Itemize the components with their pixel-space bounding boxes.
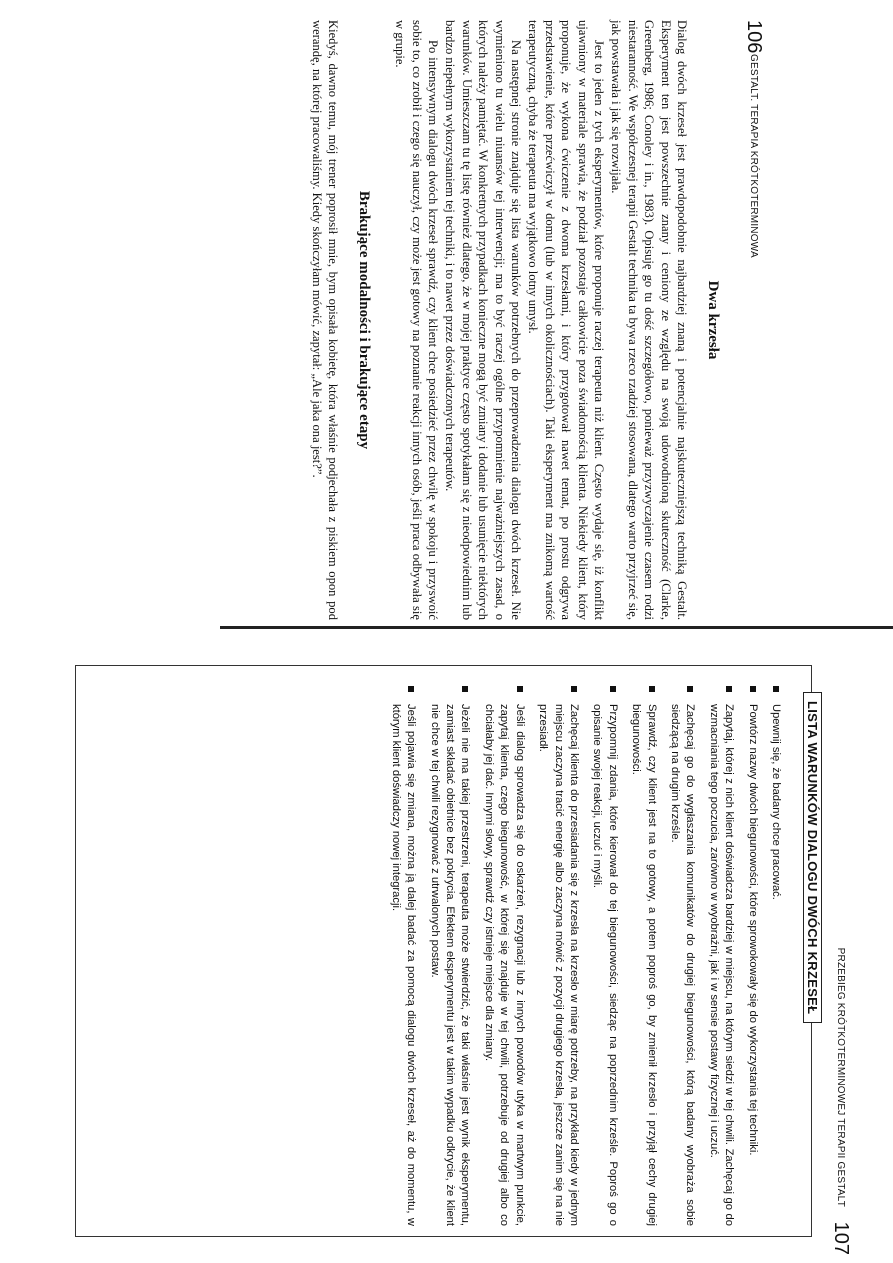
checklist-item bbox=[667, 686, 698, 1226]
paragraph: Na następnej stronie znajduje się lista warunków potrzebnych do przeprowadzenia dialogu dwóch krzeseł. Nie wymieniono tu wielu niuansów tej interwencji; ma to być raczej ogólne przypomnienie najważniejszych zasad, o których należy pamiętać. W konkretnych przypadkach konieczne mogą być zmiany i dodanie lub usunięcie niektórych warunków. Umieszczam tu tę listę również dlatego, że w mojej praktyce często spotykałam się z nieodpowiednim lub bardzo niepełnym wykorzystaniem tej techniki, i to nawet przez doświadczonych terapeutów. bbox=[443, 20, 524, 620]
right-page bbox=[52, 655, 852, 1255]
checklist-item bbox=[589, 686, 620, 1226]
checklist-box bbox=[75, 665, 820, 1237]
square-bullet-icon bbox=[463, 686, 469, 692]
page-gutter-line bbox=[220, 626, 893, 629]
square-bullet-icon bbox=[649, 686, 655, 692]
right-page-number: 107 bbox=[830, 1221, 852, 1255]
checklist-item bbox=[387, 686, 418, 1226]
checklist-item bbox=[705, 686, 736, 1226]
square-bullet-icon bbox=[571, 686, 577, 692]
checklist-title: LISTA WARUNKÓW DIALOGU DWÓCH KRZESEŁ bbox=[803, 692, 822, 1023]
right-running-head bbox=[824, 655, 852, 1255]
paragraph: Po intensywnym dialogu dwóch krzeseł sprawdź, czy klient chce posiedzieć przez chwilę w spokoju i przyswoić sobie to, co zrobił i czego się nauczył, czy może jest gotowy na poznanie reakcji innych osób, jeśli praca odbywała się w grupie. bbox=[393, 20, 441, 620]
checklist-item-text: Zachęcaj go do wygłaszania komunikatów do drugiej biegunowości, którą badany wyobraża sobie siedzącą na drugim krześle. bbox=[668, 704, 697, 1226]
square-bullet-icon bbox=[610, 686, 616, 692]
checklist-item bbox=[481, 686, 527, 1226]
left-page bbox=[35, 20, 765, 620]
section-title-missing-modalities: Brakujące modalności i brakujące etapy bbox=[355, 190, 372, 450]
square-bullet-icon bbox=[408, 686, 414, 692]
checklist-item-text: Jeżeli nie ma takiej przestrzeni, terapeuta może stwierdzić, że taki właśnie jest wynik eksperymentu, zamiast składać obietnice bez pokrycia. Efektem eksperymentu jest w takim wypadku odkrycie, że klient nie chce w tej chwili rezygnować z utrwalonych postaw. bbox=[428, 704, 472, 1226]
checklist-item-text: Zapytaj, której z nich klient doświadcza bardziej w miejscu, na którym siedzi w tej chwili. Zachęcaj go do wzmacniania tego poczucia, zarówno w wyobraźni, jak i w sensie postawy fizycznej i uczuć. bbox=[707, 704, 736, 1226]
paragraph: Kiedyś, dawno temu, mój trener poprosił mnie, bym opisała kobietę, która właśnie podjechała z piskiem opon pod werandę, na której pracowaliśmy. Kiedy skończyłam mówić, zapytał: „Ale jaka ona jest?”. bbox=[309, 20, 341, 620]
left-running-title: GESTALT. TERAPIA KRÓTKOTERMINOWA bbox=[748, 54, 759, 258]
checklist-item-text: Zachęcaj klienta do przesiadania się z krzesła na krzesło w miarę potrzeby, na przykład kiedy w jednym miejscu zaczyna tracić energię albo zaczyna mówić z pozycji drugiego krzesła, jeszcze zanim się na nie przesiadł. bbox=[537, 704, 580, 1226]
right-running-title: PRZEBIEG KRÓTKOTERMINOWEJ TERAPII GESTALT bbox=[835, 947, 846, 1207]
left-running-head bbox=[737, 20, 765, 620]
checklist-item bbox=[628, 686, 659, 1226]
square-bullet-icon bbox=[687, 686, 693, 692]
square-bullet-icon bbox=[517, 686, 523, 692]
checklist-item bbox=[426, 686, 472, 1226]
checklist-item-text: Upewnij się, że badany chce pracować. bbox=[770, 704, 782, 900]
left-page-number: 106 bbox=[743, 20, 765, 54]
checklist-item-text: Sprawdź, czy klient jest na to gotowy, a potem poproś go, by zmienił krzesło i przyjął cechy drugiej biegunowości. bbox=[630, 704, 658, 1226]
paragraph: Dialog dwóch krzeseł jest prawdopodobnie najbardziej znaną i potencjalnie najskuteczniejszą techniką Gestalt. Eksperyment ten jest powszechnie znany i ceniony ze względu na swoją udowodnioną skuteczność (Clarke, Greenberg, 1986; Conoley i in., 1983). Opisuję go tu dość szczegółowo, ponieważ przyzwyczajenie czasem rodzi niestaranność. We współczesnej terapii Gestalt technika ta bywa rzeco rzadziej stosowana, dlatego warto przyjrzeć się, jak powstawała i jak się rozwijała. bbox=[609, 20, 690, 620]
left-page-body bbox=[308, 20, 725, 620]
square-bullet-icon bbox=[750, 686, 756, 692]
checklist-item bbox=[535, 686, 581, 1226]
checklist-item-text: Jeśli pojawia się zmiana, można ją dalej badać za pomocą dialogu dwóch krzeseł, aż do momentu, w którym klient doświadczy nowej integracji. bbox=[389, 704, 418, 1226]
paragraph: Jest to jeden z tych eksperymentów, które proponuje raczej terapeuta niż klient. Często wydaje się, iż konflikt ujawniony w materiale sprawia, że podział pozostaje całkowicie poza świadomością klienta. Niekiedy klient, który proponuje, że wykona ćwiczenie z dwoma krzesłami, i który przygotował nawet temat, po prostu odgrywa przedstawienie, które przećwiczył w domu (lub w innych okolicznościach). Taki eksperyment ma znikomą wartość terapeutyczną, chyba że terapeuta ma wyjątkowo lotny umysł. bbox=[526, 20, 607, 620]
checklist bbox=[379, 686, 783, 1226]
section-title-two-chairs: Dwa krzesła bbox=[705, 280, 721, 360]
checklist-item-text: Jeśli dialog sprowadza się do oskarżeń, rezygnacji lub z innych powodów utyka w martwym punkcie, zapytaj klienta, czego biegunowość, w której się znajduje w tej chwili, potrzebuje od drugiej albo co chciałaby jej dać. Innymi słowy, sprawdź czy istnieje miejsce dla zmiany. bbox=[482, 704, 526, 1226]
square-bullet-icon bbox=[773, 686, 779, 692]
checklist-item bbox=[744, 686, 759, 1226]
checklist-item-text: Powtórz nazwy dwóch biegunowości, które sprowokowały się do wykorzystania tej techniki. bbox=[746, 704, 759, 1156]
checklist-item bbox=[768, 686, 783, 1226]
checklist-item-text: Przypomnij zdania, które kierował do tej biegunowości, siedząc na poprzednim krześle. Poproś go o opisanie swojej reakcji, uczuć i myśli. bbox=[591, 704, 619, 1226]
square-bullet-icon bbox=[726, 686, 732, 692]
